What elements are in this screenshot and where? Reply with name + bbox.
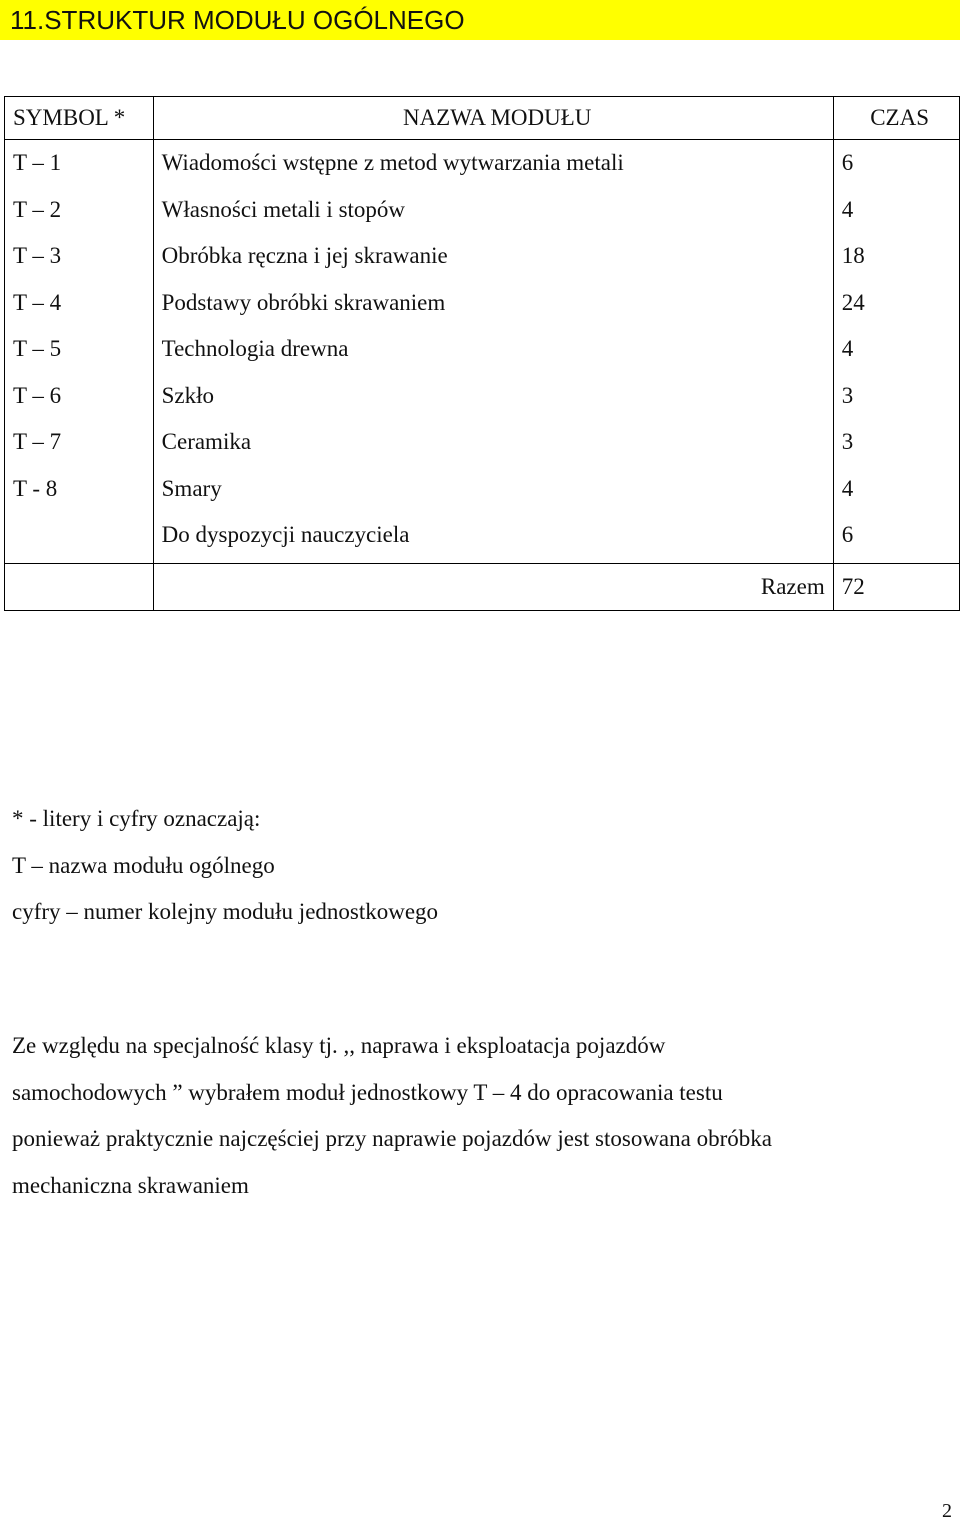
header-time: CZAS [833, 97, 959, 140]
cell-module-name: Technologia drewna [153, 326, 833, 373]
legend-line: * - litery i cyfry oznaczają: [12, 806, 261, 831]
table-header-row [5, 97, 960, 140]
paragraph-line: ponieważ praktycznie najczęściej przy naprawie pojazdów jest stosowana obróbka [12, 1126, 772, 1151]
total-empty-cell [5, 563, 154, 610]
paragraph-line: Ze względu na specjalność klasy tj. ,, naprawa i eksploatacja pojazdów [12, 1033, 666, 1058]
justification-paragraph [12, 1023, 932, 1209]
cell-symbol: T – 7 [5, 419, 154, 466]
cell-symbol [5, 512, 154, 563]
cell-symbol: T - 8 [5, 466, 154, 513]
cell-symbol: T – 2 [5, 187, 154, 234]
section-heading: 11.STRUKTUR MODUŁU OGÓLNEGO [0, 0, 960, 40]
page-number: 2 [942, 1500, 952, 1522]
cell-module-name: Do dyspozycji nauczyciela [153, 512, 833, 563]
total-value: 72 [833, 563, 959, 610]
table-row [5, 187, 960, 234]
cell-symbol: T – 6 [5, 373, 154, 420]
cell-symbol: T – 1 [5, 140, 154, 187]
cell-time: 6 [833, 512, 959, 563]
table-row [5, 326, 960, 373]
cell-time: 4 [833, 466, 959, 513]
cell-time: 6 [833, 140, 959, 187]
header-symbol: SYMBOL * [5, 97, 154, 140]
cell-module-name: Smary [153, 466, 833, 513]
cell-symbol: T – 3 [5, 233, 154, 280]
module-structure-table [4, 96, 960, 611]
cell-time: 3 [833, 419, 959, 466]
header-module-name: NAZWA MODUŁU [153, 97, 833, 140]
cell-symbol: T – 4 [5, 280, 154, 327]
table-row [5, 512, 960, 563]
table-row [5, 140, 960, 187]
cell-module-name: Ceramika [153, 419, 833, 466]
table-row [5, 280, 960, 327]
cell-time: 24 [833, 280, 959, 327]
paragraph-line: mechaniczna skrawaniem [12, 1172, 249, 1198]
cell-module-name: Wiadomości wstępne z metod wytwarzania metali [153, 140, 833, 187]
cell-time: 4 [833, 326, 959, 373]
cell-module-name: Szkło [153, 373, 833, 420]
table-row [5, 233, 960, 280]
cell-module-name: Własności metali i stopów [153, 187, 833, 234]
paragraph-line: samochodowych ” wybrałem moduł jednostkowy T – 4 do opracowania testu [12, 1079, 723, 1105]
legend-line: cyfry – numer kolejny modułu jednostkowego [12, 899, 439, 924]
legend-line: T – nazwa modułu ogólnego [12, 852, 275, 878]
table-row [5, 466, 960, 513]
cell-time: 18 [833, 233, 959, 280]
table-row [5, 373, 960, 420]
total-label: Razem [153, 563, 833, 610]
cell-module-name: Obróbka ręczna i jej skrawanie [153, 233, 833, 280]
cell-time: 4 [833, 187, 959, 234]
total-row [5, 563, 960, 610]
cell-symbol: T – 5 [5, 326, 154, 373]
cell-time: 3 [833, 373, 959, 420]
legend [12, 796, 438, 936]
cell-module-name: Podstawy obróbki skrawaniem [153, 280, 833, 327]
table-row [5, 419, 960, 466]
